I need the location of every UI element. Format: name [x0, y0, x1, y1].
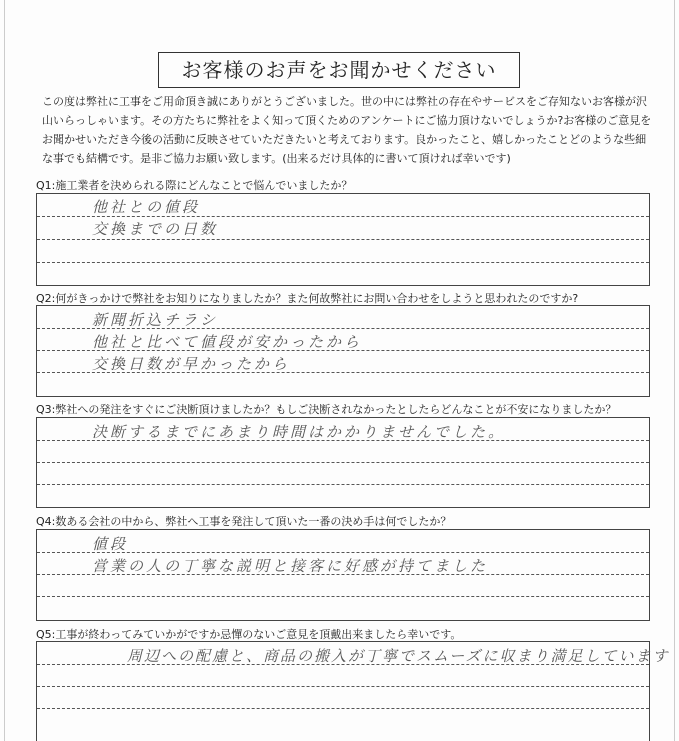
- question-2: Q2:何がきっかけで弊社をお知りになりましたか？また何故弊社にお問い合わせをしようと思われたのですか?: [36, 292, 579, 305]
- question-4: Q4:数ある会社の中から、弊社へ工事を発注して頂いた一番の決め手は何でしたか？: [36, 515, 452, 528]
- answer-5-line-1: 周辺への配慮と、商品の搬入が丁寧でスムーズに収まり満足しています: [127, 647, 670, 665]
- intro-text: この度は弊社に工事をご用命頂き誠にありがとうございました。世の中には弊社の存在やサービスをご存知ないお客様が沢山いらっしゃいます。その方たちに弊社をよく知って頂くためのアンケートにご協力頂けないでしょうか?お客様のご意見をお聞かせいただき今後の活動に反映させていただきたいと考えております。良かったこと、嬉しかったことどのような些細な事でも結構です。是非ご協力お願い致します。(出来るだけ具体的に書いて頂ければ幸いです): [42, 95, 652, 165]
- answer-4-line-2: 営業の人の丁寧な説明と接客に好感が持てました: [92, 557, 489, 575]
- answer-box-1: [36, 193, 650, 286]
- question-5: Q5:工事が終わってみていかがですか忌憚のないご意見を頂戴出来ましたら幸いです。: [36, 628, 462, 641]
- answer-box-5: [36, 641, 670, 741]
- answer-box-3: [36, 417, 650, 508]
- page-edge: [674, 0, 675, 741]
- page-edge: [4, 0, 5, 741]
- question-1: Q1:施工業者を決められる際にどんなことで悩んでいましたか？: [36, 179, 353, 192]
- question-3: Q3:弊社への発注をすぐにご決断頂けましたか？もしご決断されなかったとしたらどんなことが不安になりましたか？: [36, 403, 617, 416]
- answer-4-line-1: 値段: [92, 535, 129, 553]
- answer-2-line-1: 新聞折込チラシ: [92, 311, 219, 329]
- survey-title: お客様のお声をお聞かせください: [158, 52, 520, 88]
- answer-box-4: [36, 529, 650, 621]
- answer-2-line-2: 他社と比べて値段が安かったから: [92, 333, 363, 351]
- answer-1-line-1: 他社との値段: [92, 198, 201, 216]
- answer-1-line-2: 交換までの日数: [92, 220, 219, 238]
- answer-box-2: [36, 305, 650, 397]
- answer-3-line-1: 決断するまでにあまり時間はかかりませんでした。: [92, 423, 507, 441]
- answer-2-line-3: 交換日数が早かったから: [92, 355, 291, 373]
